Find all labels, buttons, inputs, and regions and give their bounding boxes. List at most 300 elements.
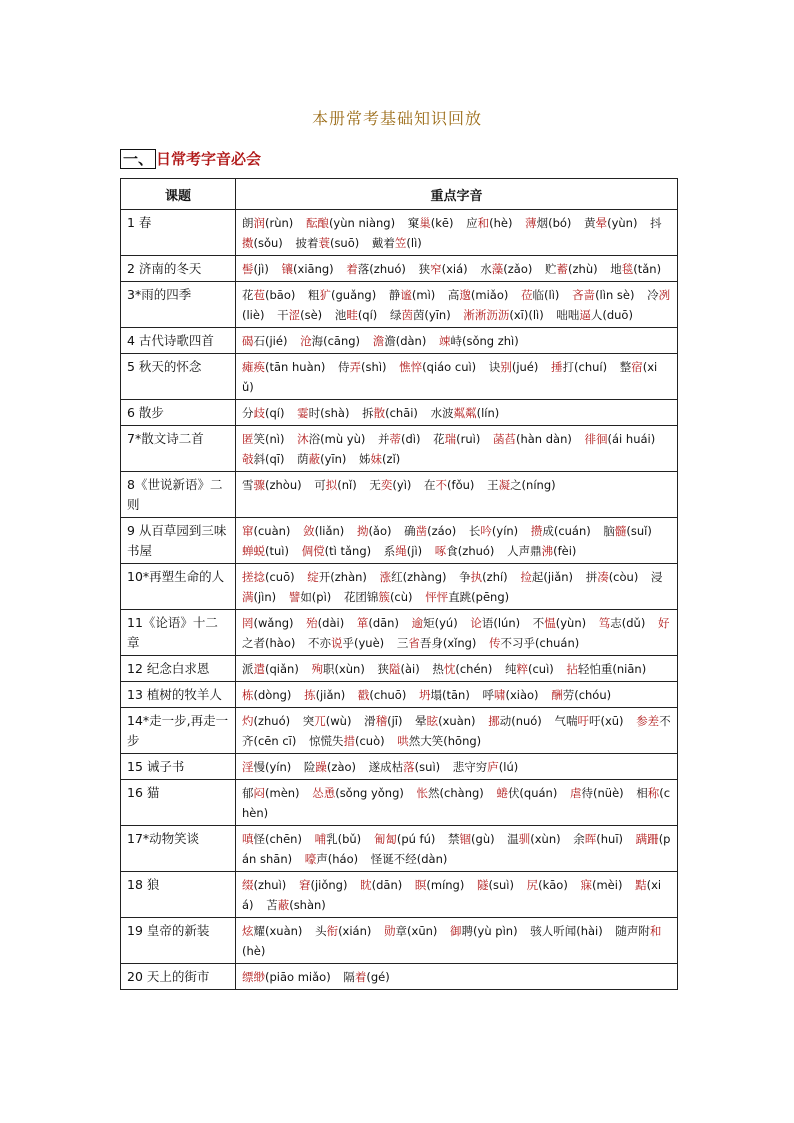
word-entry bbox=[439, 334, 519, 348]
word-pre: 花团锦 bbox=[343, 590, 379, 604]
word-hi: 酝酿 bbox=[305, 216, 329, 230]
word-hi: 眈 bbox=[360, 878, 372, 892]
word-entry bbox=[554, 714, 623, 728]
word-post: 吁(xū) bbox=[588, 714, 624, 728]
word-post: (zhuó) bbox=[253, 714, 291, 728]
table-body bbox=[121, 210, 678, 990]
word-post: 茵(yīn) bbox=[412, 308, 451, 322]
table-row bbox=[121, 210, 678, 256]
word-post: (zhuì) bbox=[253, 878, 287, 892]
word-entry bbox=[408, 216, 454, 230]
word-entry bbox=[360, 878, 402, 892]
word-entry bbox=[551, 688, 611, 702]
word-entry bbox=[346, 262, 406, 276]
word-post: (pú fú) bbox=[396, 832, 436, 846]
word-pre: 突 bbox=[302, 714, 315, 728]
word-post: (suǐ) bbox=[626, 524, 652, 538]
word-entry bbox=[433, 432, 480, 446]
word-post: 乳(bǔ) bbox=[326, 832, 362, 846]
word-post: (rùn) bbox=[265, 216, 294, 230]
word-pre: 险 bbox=[303, 760, 316, 774]
word-pre: 浸 bbox=[650, 570, 663, 584]
word-hi: 蓑 bbox=[318, 236, 330, 250]
word-pre: 贮 bbox=[545, 262, 557, 276]
word-post: (ái huái) bbox=[607, 432, 656, 446]
word-entry bbox=[384, 924, 437, 938]
word-pre: 窠 bbox=[407, 216, 420, 230]
word-post: (tǎn) bbox=[633, 262, 662, 276]
word-hi: 匍匐 bbox=[373, 832, 397, 846]
word-hi: 竦 bbox=[438, 334, 451, 348]
word-hi: 嚎 bbox=[304, 852, 317, 866]
table-row bbox=[121, 708, 678, 754]
word-hi: 瞑 bbox=[414, 878, 427, 892]
table-row bbox=[121, 564, 678, 610]
word-entry bbox=[459, 570, 508, 584]
word-post: (dān) bbox=[368, 616, 399, 630]
table-row bbox=[121, 472, 678, 518]
word-entry bbox=[307, 570, 367, 584]
word-entry bbox=[496, 786, 557, 800]
word-post: (mèn) bbox=[265, 786, 300, 800]
word-entry bbox=[302, 544, 371, 558]
word-entry bbox=[463, 308, 543, 322]
table-row bbox=[121, 964, 678, 990]
word-pre: 相 bbox=[636, 786, 648, 800]
lesson-cell: 12 纪念白求恩 bbox=[121, 656, 236, 682]
word-hi: 哄 bbox=[397, 734, 409, 748]
word-entry bbox=[311, 662, 364, 676]
word-hi: 不 bbox=[435, 478, 448, 492]
word-entry bbox=[242, 878, 286, 892]
word-entry bbox=[580, 878, 622, 892]
word-hi: 镶 bbox=[281, 262, 294, 276]
word-hi: 歧 bbox=[253, 406, 265, 420]
lesson-cell: 4 古代诗歌四首 bbox=[121, 328, 236, 354]
word-post: 塌(tān) bbox=[430, 688, 470, 702]
word-hi: 和 bbox=[649, 924, 662, 938]
word-post: 伏(quán) bbox=[507, 786, 558, 800]
word-hi: 着 bbox=[354, 970, 367, 984]
lesson-cell: 16 猫 bbox=[121, 780, 236, 826]
word-pre: 热 bbox=[432, 662, 444, 676]
word-post: (suì) bbox=[414, 760, 441, 774]
word-pre: 诀 bbox=[488, 360, 501, 374]
word-entry bbox=[242, 832, 302, 846]
word-post: (jìn) bbox=[253, 590, 277, 604]
word-hi: 蜷 bbox=[496, 786, 508, 800]
word-entry bbox=[242, 406, 284, 420]
word-hi: 犷 bbox=[319, 288, 332, 302]
word-pre: 雪 bbox=[242, 478, 254, 492]
word-post: (mì) bbox=[411, 288, 436, 302]
lesson-cell: 15 诫子书 bbox=[121, 754, 236, 780]
word-pre: 苫 bbox=[266, 898, 278, 912]
words-cell bbox=[236, 826, 678, 872]
table-row bbox=[121, 256, 678, 282]
word-hi: 苞 bbox=[253, 288, 265, 302]
word-entry bbox=[466, 216, 512, 230]
word-hi: 稽 bbox=[375, 714, 388, 728]
word-post: (ài) bbox=[400, 662, 420, 676]
word-hi: 霎 bbox=[297, 406, 309, 420]
table-row bbox=[121, 328, 678, 354]
word-hi: 落 bbox=[403, 760, 415, 774]
word-pre: 可 bbox=[314, 478, 326, 492]
word-pre: 静 bbox=[388, 288, 401, 302]
word-entry bbox=[584, 216, 637, 230]
word-pre: 绿 bbox=[389, 308, 402, 322]
word-hi: 莅 bbox=[521, 288, 533, 302]
word-post: 石(jié) bbox=[253, 334, 288, 348]
word-pre: 争 bbox=[459, 570, 471, 584]
word-post: (xiǔ) bbox=[242, 360, 658, 394]
word-entry bbox=[242, 786, 300, 800]
word-post: (fǒu) bbox=[447, 478, 475, 492]
word-entry bbox=[335, 308, 377, 322]
word-post: 志(dǔ) bbox=[610, 616, 646, 630]
table-row bbox=[121, 826, 678, 872]
word-entry bbox=[297, 406, 349, 420]
word-hi: 兀 bbox=[314, 714, 326, 728]
word-entry bbox=[412, 616, 458, 630]
word-entry bbox=[315, 924, 371, 938]
word-hi: 藻 bbox=[491, 262, 504, 276]
word-pre: 不 bbox=[532, 616, 545, 630]
words-cell bbox=[236, 708, 678, 754]
word-hi: 薄 bbox=[525, 216, 537, 230]
words-cell bbox=[236, 210, 678, 256]
word-post: (zào) bbox=[326, 760, 357, 774]
word-hi: 拟 bbox=[325, 478, 338, 492]
word-post: (jiǎn) bbox=[315, 688, 346, 702]
word-entry bbox=[308, 288, 376, 302]
word-hi: 啄 bbox=[434, 544, 447, 558]
word-entry bbox=[586, 570, 639, 584]
word-pre: 戴着 bbox=[371, 236, 395, 250]
word-entry bbox=[599, 616, 646, 630]
word-post: 海(cāng) bbox=[311, 334, 361, 348]
word-entry bbox=[390, 308, 451, 322]
word-post: (còu) bbox=[608, 570, 639, 584]
word-hi: 瘫痪 bbox=[242, 360, 265, 374]
word-hi: 寐 bbox=[580, 878, 592, 892]
word-entry bbox=[369, 478, 411, 492]
word-post: (suō) bbox=[329, 236, 360, 250]
table-header-row bbox=[121, 179, 678, 210]
word-entry bbox=[242, 760, 291, 774]
word-hi: 隘 bbox=[388, 662, 401, 676]
word-post: 动(nuó) bbox=[499, 714, 542, 728]
word-entry bbox=[431, 406, 500, 420]
word-entry bbox=[603, 524, 651, 538]
word-post: (dài) bbox=[317, 616, 345, 630]
word-hi: 殉 bbox=[311, 662, 323, 676]
word-entry bbox=[470, 616, 520, 630]
word-entry bbox=[573, 832, 623, 846]
word-pre: 三 bbox=[396, 636, 409, 650]
word-entry bbox=[312, 786, 404, 800]
word-post: (pán shān) bbox=[242, 832, 671, 866]
word-post: (fèi) bbox=[553, 544, 577, 558]
word-post: 耀(xuàn) bbox=[253, 924, 303, 938]
word-hi: 敛 bbox=[303, 524, 315, 538]
word-post: 时(shà) bbox=[308, 406, 350, 420]
lesson-cell: 1 春 bbox=[121, 210, 236, 256]
word-entry bbox=[242, 570, 295, 584]
word-hi: 搓捻 bbox=[242, 570, 265, 584]
word-entry bbox=[432, 662, 492, 676]
word-post: (cuì) bbox=[527, 662, 554, 676]
word-post: 乎(yuè) bbox=[342, 636, 385, 650]
word-hi: 称 bbox=[647, 786, 660, 800]
word-pre: 骇人听闻 bbox=[530, 924, 577, 938]
word-post: (huī) bbox=[596, 832, 624, 846]
word-entry bbox=[242, 432, 284, 446]
word-post: (suì) bbox=[488, 878, 514, 892]
word-post: (jī) bbox=[387, 714, 403, 728]
word-hi: 嗔 bbox=[242, 832, 254, 846]
word-hi: 好 bbox=[657, 616, 670, 630]
word-entry bbox=[242, 714, 290, 728]
table-row bbox=[121, 682, 678, 708]
word-post: (xiá) bbox=[441, 262, 468, 276]
word-entry bbox=[489, 360, 539, 374]
word-entry bbox=[424, 478, 474, 492]
words-cell bbox=[236, 872, 678, 918]
word-post: (yùn) bbox=[607, 216, 638, 230]
word-hi: 愠 bbox=[544, 616, 556, 630]
word-hi: 隧 bbox=[477, 878, 489, 892]
table-row bbox=[121, 426, 678, 472]
word-entry bbox=[448, 288, 508, 302]
word-pre: 黄 bbox=[584, 216, 596, 230]
word-hi: 润 bbox=[253, 216, 265, 230]
word-entry bbox=[305, 852, 358, 866]
word-post: 之(níng) bbox=[510, 478, 556, 492]
word-hi: 蒂 bbox=[389, 432, 401, 446]
word-hi: 勋 bbox=[384, 924, 396, 938]
word-pre: 隔 bbox=[343, 970, 355, 984]
word-entry bbox=[572, 288, 634, 302]
word-post: (qí) bbox=[265, 406, 285, 420]
word-post: (zhù) bbox=[568, 262, 598, 276]
word-entry bbox=[266, 898, 326, 912]
words-cell bbox=[236, 518, 678, 564]
word-pre: 遂成枯 bbox=[368, 760, 404, 774]
word-hi: 散 bbox=[373, 406, 386, 420]
word-hi: 灼 bbox=[242, 714, 254, 728]
word-post: (hàn dàn) bbox=[515, 432, 572, 446]
word-entry bbox=[415, 878, 464, 892]
word-hi: 蝉蜕 bbox=[242, 544, 265, 558]
word-hi: 绳 bbox=[395, 544, 407, 558]
word-entry bbox=[419, 688, 470, 702]
word-post: (ǎo) bbox=[368, 524, 392, 538]
word-hi: 挪 bbox=[488, 714, 500, 728]
word-post: (záo) bbox=[427, 524, 457, 538]
word-post: (cù) bbox=[389, 590, 413, 604]
word-post: 矩(yú) bbox=[423, 616, 458, 630]
lesson-cell: 10*再塑生命的人 bbox=[121, 564, 236, 610]
word-entry bbox=[556, 308, 633, 322]
word-pre: 冷 bbox=[647, 288, 659, 302]
word-post: 慢(yín) bbox=[253, 760, 292, 774]
word-pre: 气喘 bbox=[554, 714, 578, 728]
word-entry bbox=[242, 262, 269, 276]
word-post: 职(xùn) bbox=[322, 662, 365, 676]
word-hi: 涩 bbox=[288, 308, 301, 322]
words-cell bbox=[236, 564, 678, 610]
words-cell bbox=[236, 610, 678, 656]
word-pre: 怪诞不经 bbox=[370, 852, 417, 866]
word-hi: 蔽 bbox=[277, 898, 290, 912]
word-hi: 凿 bbox=[415, 524, 428, 538]
word-post: (wǎng) bbox=[253, 616, 294, 630]
word-pre: 披着 bbox=[295, 236, 319, 250]
word-hi: 说 bbox=[331, 636, 343, 650]
word-entry bbox=[505, 662, 554, 676]
word-hi: 笃 bbox=[598, 616, 611, 630]
word-pre: 头 bbox=[315, 924, 327, 938]
word-hi: 戳 bbox=[357, 688, 370, 702]
word-post: 烟(bó) bbox=[536, 216, 572, 230]
word-entry bbox=[373, 334, 427, 348]
word-pre: 确 bbox=[404, 524, 416, 538]
word-entry bbox=[380, 570, 447, 584]
word-entry bbox=[343, 970, 389, 984]
word-hi: 窄 bbox=[430, 262, 442, 276]
word-hi: 殆 bbox=[306, 616, 318, 630]
word-entry bbox=[417, 786, 484, 800]
word-hi: 拗 bbox=[356, 524, 369, 538]
word-hi: 涨 bbox=[379, 570, 392, 584]
word-entry bbox=[369, 760, 440, 774]
word-pre: 水 bbox=[480, 262, 492, 276]
word-entry bbox=[389, 288, 435, 302]
words-cell bbox=[236, 472, 678, 518]
word-hi: 徘徊 bbox=[584, 432, 608, 446]
word-post: (míng) bbox=[426, 878, 465, 892]
word-entry bbox=[610, 262, 661, 276]
word-pre: 在 bbox=[424, 478, 436, 492]
word-post: (chén) bbox=[455, 662, 493, 676]
word-pre: 池 bbox=[334, 308, 347, 322]
word-post: (zǎo) bbox=[503, 262, 533, 276]
word-entry bbox=[299, 878, 348, 892]
word-hi: 淅淅沥沥 bbox=[463, 308, 510, 322]
lesson-cell: 20 天上的街市 bbox=[121, 964, 236, 990]
word-entry bbox=[315, 832, 362, 846]
word-entry bbox=[303, 524, 344, 538]
word-hi: 窘 bbox=[298, 878, 311, 892]
word-entry bbox=[309, 734, 385, 748]
word-hi: 黠 bbox=[635, 878, 647, 892]
word-post: (mèi) bbox=[591, 878, 623, 892]
word-post: (yín) bbox=[491, 524, 519, 538]
word-hi: 沐 bbox=[297, 432, 309, 446]
word-pre: 呼 bbox=[482, 688, 494, 702]
word-hi: 畦 bbox=[346, 308, 358, 322]
word-post: (chāi) bbox=[385, 406, 418, 420]
table-row bbox=[121, 354, 678, 400]
word-entry bbox=[364, 714, 402, 728]
words-cell bbox=[236, 426, 678, 472]
word-post: (zǐ) bbox=[382, 452, 401, 466]
word-entry bbox=[425, 590, 509, 604]
word-entry bbox=[419, 262, 468, 276]
word-pre: 余 bbox=[573, 832, 585, 846]
word-entry bbox=[399, 360, 476, 374]
word-post: (miǎo) bbox=[470, 288, 509, 302]
word-entry bbox=[480, 262, 532, 276]
word-post: (piāo miǎo) bbox=[265, 970, 331, 984]
word-post: (xùn) bbox=[530, 832, 561, 846]
lesson-cell: 19 皇帝的新装 bbox=[121, 918, 236, 964]
word-hi: 缥缈 bbox=[242, 970, 265, 984]
word-post: 然大笑(hōng) bbox=[408, 734, 482, 748]
word-post: (cuō) bbox=[265, 570, 295, 584]
word-pre: 王 bbox=[487, 478, 499, 492]
word-hi: 毯 bbox=[621, 262, 634, 276]
word-post: (yùn) bbox=[555, 616, 587, 630]
word-entry bbox=[488, 714, 542, 728]
word-pre: 朗 bbox=[242, 216, 254, 230]
word-hi: 沧 bbox=[300, 334, 312, 348]
word-hi: 攒 bbox=[530, 524, 543, 538]
section-heading bbox=[120, 148, 261, 169]
word-pre: 纯 bbox=[504, 662, 517, 676]
word-hi: 吟 bbox=[480, 524, 492, 538]
lesson-cell: 7*散文诗二首 bbox=[121, 426, 236, 472]
word-post: 声(háo) bbox=[316, 852, 359, 866]
word-post: (lìn sè) bbox=[595, 288, 635, 302]
word-pre: 抖 bbox=[650, 216, 662, 230]
word-entry bbox=[362, 406, 418, 420]
lesson-cell: 6 散步 bbox=[121, 400, 236, 426]
word-hi: 绽 bbox=[307, 570, 319, 584]
word-hi: 传 bbox=[489, 636, 501, 650]
word-post: 临(lì) bbox=[532, 288, 560, 302]
word-hi: 窜 bbox=[242, 524, 254, 538]
word-pre: 水波 bbox=[430, 406, 454, 420]
word-entry bbox=[242, 662, 299, 676]
words-cell bbox=[236, 656, 678, 682]
word-post: (chuō) bbox=[369, 688, 407, 702]
word-entry bbox=[242, 924, 302, 938]
word-entry bbox=[507, 832, 560, 846]
word-post: (ruì) bbox=[456, 432, 481, 446]
word-hi: 尻 bbox=[526, 878, 539, 892]
word-post: (xiāng) bbox=[293, 262, 334, 276]
word-post: (xiào) bbox=[505, 688, 539, 702]
word-post: (lín) bbox=[476, 406, 500, 420]
word-entry bbox=[533, 616, 586, 630]
word-hi: 蹒跚 bbox=[635, 832, 659, 846]
word-hi: 髓 bbox=[614, 524, 627, 538]
word-post: (kē) bbox=[430, 216, 454, 230]
word-entry bbox=[545, 262, 598, 276]
word-entry bbox=[242, 452, 284, 466]
word-hi: 沸 bbox=[541, 544, 554, 558]
word-hi: 啸 bbox=[493, 688, 506, 702]
word-post: (xián) bbox=[338, 924, 372, 938]
word-pre: 悲守穷 bbox=[452, 760, 488, 774]
word-entry bbox=[507, 544, 576, 558]
word-hi: 庐 bbox=[487, 760, 499, 774]
word-post: (gé) bbox=[366, 970, 390, 984]
word-hi: 瑞 bbox=[444, 432, 457, 446]
